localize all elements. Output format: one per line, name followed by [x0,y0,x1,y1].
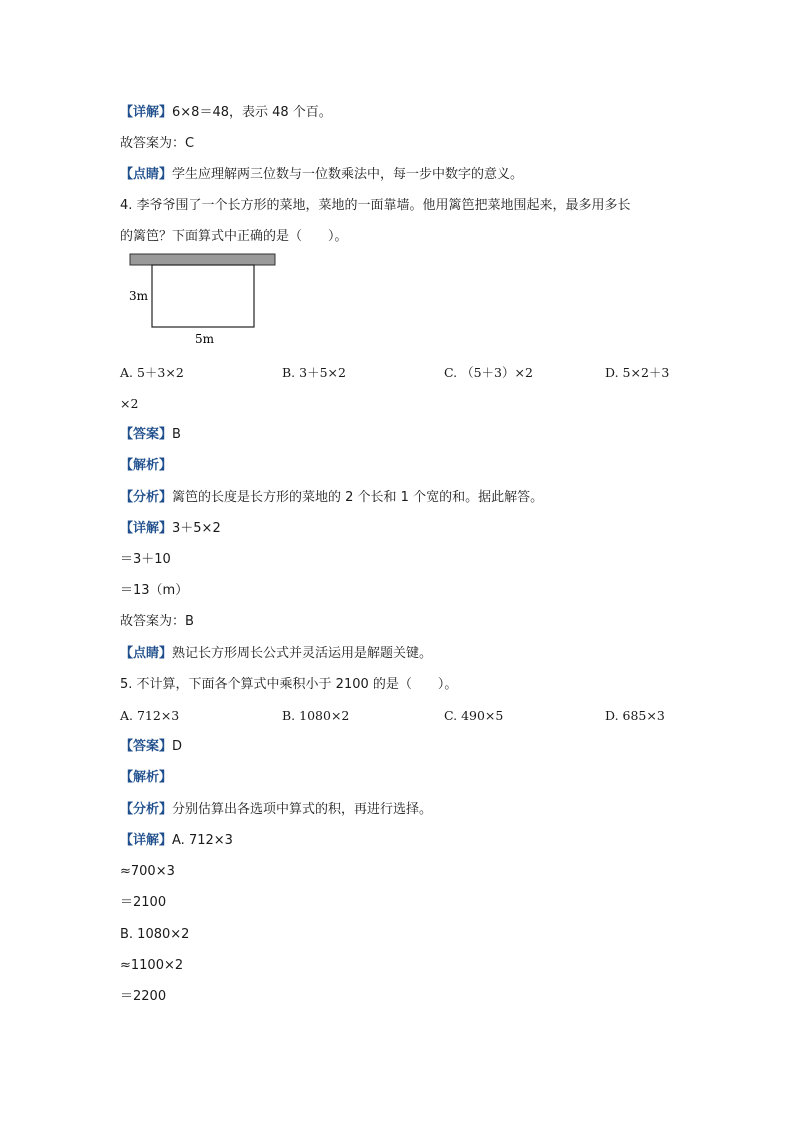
q4-option-a: A. 5＋3×2 [120,365,184,380]
wall-bar [130,254,275,265]
question-4-line-2: 的篱笆？下面算式中正确的是（ ）。 [120,229,348,244]
q4-answer-tag: 【答案】 [120,427,173,442]
q5-step-1: ≈700×3 [120,864,175,879]
q5-option-b: B. 1080×2 [282,708,350,723]
q5-answer-tag: 【答案】 [120,739,173,754]
q4-option-b: B. 3＋5×2 [282,365,346,380]
dianjing-text: 学生应理解两三位数与一位数乘法中，每一步中数字的意义。 [172,167,524,182]
q4-fenxi-text: 篱笆的长度是长方形的菜地的 2 个长和 1 个宽的和。据此解答。 [172,490,544,505]
question-5-line-1: 5. 不计算，下面各个算式中乘积小于 2100 的是（ ）。 [120,677,458,692]
q4-step-1: ＝3＋10 [120,552,171,567]
garden-rectangle [152,265,254,327]
q4-fenxi-tag: 【分析】 [120,490,173,505]
question-4-line-1: 4. 李爷爷围了一个长方形的菜地，菜地的一面靠墙。他用篱笆把菜地围起来，最多用多长 [120,198,631,213]
q5-answer [120,739,182,755]
rectangle-diagram [125,252,285,352]
q4-option-d-cont: ×2 [120,396,139,411]
q4-final: 故答案为：B [120,614,194,629]
q4-option-d: D. 5×2＋3 [605,365,670,380]
q5-answer-value: D [172,739,183,754]
dianjing-tag: 【点睛】 [120,167,173,182]
q4-dianjing [120,646,432,662]
answer-line: 故答案为：C [120,136,195,151]
q4-step-2: ＝13（m） [120,583,189,598]
q5-option-c: C. 490×5 [444,708,504,723]
q5-detail [120,833,233,849]
rectangle-figure [125,252,285,352]
detail-line [120,105,332,121]
q4-detail [120,521,221,537]
q4-answer [120,427,181,443]
q5-option-d: D. 685×3 [605,708,665,723]
q4-fenxi [120,490,543,506]
q5-step-3: B. 1080×2 [120,927,190,942]
q4-detail-tag: 【详解】 [120,521,173,536]
q5-detail-tag: 【详解】 [120,833,173,848]
dianjing-line [120,167,523,183]
q5-fenxi-tag: 【分析】 [120,802,173,817]
q4-detail-text: 3＋5×2 [172,521,221,536]
q5-fenxi [120,802,432,818]
q5-step-4: ≈1100×2 [120,958,184,973]
q5-option-a: A. 712×3 [120,708,180,723]
q5-detail-text: A. 712×3 [172,833,233,848]
detail-tag: 【详解】 [120,105,173,120]
q4-jiexi [120,458,172,474]
q4-answer-value: B [172,427,181,442]
q4-option-c: C. （5＋3）×2 [444,365,533,380]
q5-fenxi-text: 分别估算出各选项中算式的积，再进行选择。 [172,802,433,817]
q4-dianjing-text: 熟记长方形周长公式并灵活运用是解题关键。 [172,646,433,661]
q5-step-5: ＝2200 [120,989,167,1004]
q5-step-2: ＝2100 [120,895,167,910]
q4-jiexi-tag: 【解析】 [120,458,173,473]
q5-jiexi [120,770,172,786]
bottom-label: 5m [195,332,215,346]
q4-dianjing-tag: 【点睛】 [120,646,173,661]
side-label: 3m [129,289,149,303]
q5-jiexi-tag: 【解析】 [120,770,173,785]
detail-text: 6×8＝48，表示 48 个百。 [172,105,332,120]
